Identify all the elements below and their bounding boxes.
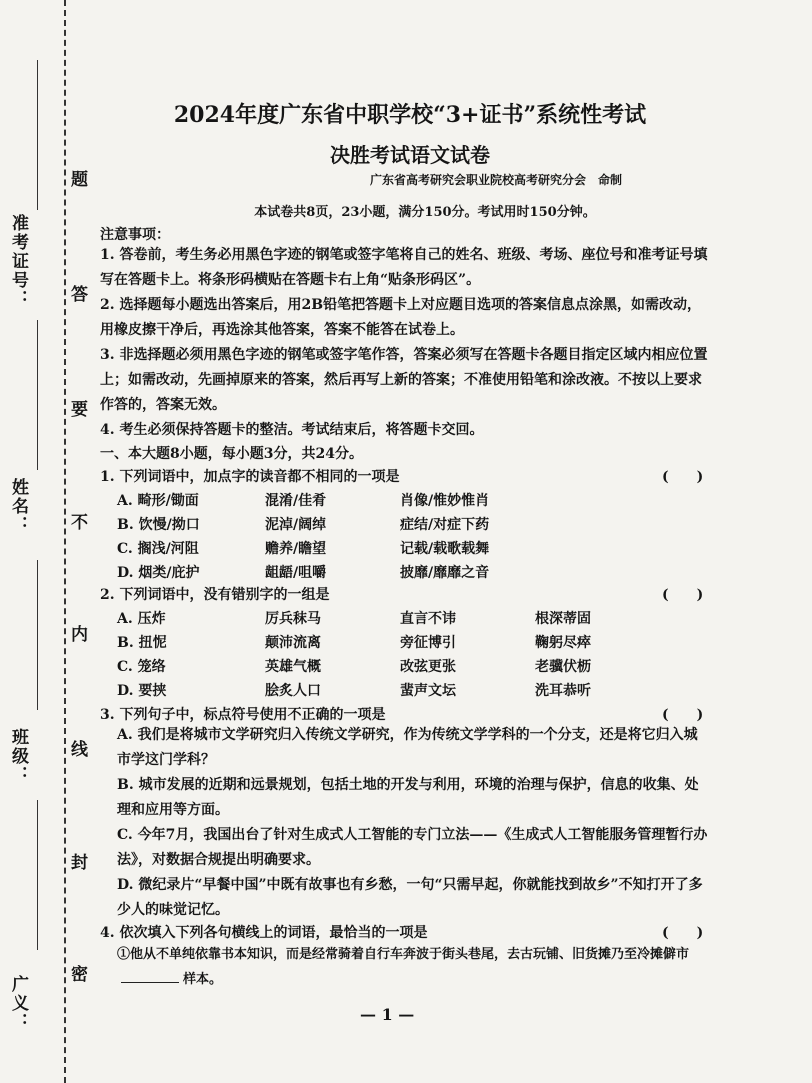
q1-option-a-3: 肖像/惟妙惟肖: [400, 493, 490, 509]
q1-option-b-1: B. 饮慢/拗口: [117, 517, 200, 533]
answer-paren: ( ): [662, 469, 704, 485]
q2-option-b-4: 鞠躬尽瘁: [535, 635, 591, 651]
q4-sentence-1-part1: ①他从不单纯依靠书本知识，而是经常骑着自行车奔波于街头巷尾，去古玩铺、旧货摊乃至冷摊僻市: [117, 947, 690, 962]
q2-option-d-1: D. 要挟: [117, 683, 167, 699]
exam-author: 广东省高考研究会职业院校高考研究分会 命制: [370, 173, 623, 187]
q2-option-c-3: 改弦更张: [400, 659, 456, 675]
q2-option-a-2: 厉兵秣马: [265, 611, 321, 627]
note-item-4: 4. 考生必须保持答题卡的整洁。考试结束后，将答题卡交回。: [100, 422, 484, 438]
q1-option-c-2: 赡养/瞻望: [265, 541, 327, 557]
q3-option-a: A. 我们是将城市文学研究归入传统文学研究，作为传统文学学科的一个分支，还是将它归入城市学这门学科？: [117, 727, 698, 768]
seal-char: 不: [71, 513, 88, 533]
note-item-3: 3. 非选择题必须用黑色字迹的钢笔或签字笔作答，答案必须写在答题卡各题目指定区域内相应位置上；如需改动，先画掉原来的答案，然后再写上新的答案；不准使用铅笔和涂改液。不按以上要求作答的，答案无效。: [100, 347, 708, 413]
q2-option-c-1: C. 笼络: [117, 659, 166, 675]
note-item-1: 1. 答卷前，考生务必用黑色字迹的钢笔或签字笔将自己的姓名、班级、考场、座位号和准考证号填写在答题卡上。将条形码横贴在答题卡右上角“贴条形码区”。: [100, 247, 708, 288]
q2-option-d-3: 蜚声文坛: [400, 683, 456, 699]
seal-char: 封: [71, 853, 88, 873]
q2-option-a-3: 直言不讳: [400, 611, 456, 627]
q2-option-b-3: 旁征博引: [400, 635, 456, 651]
q1-option-d-1: D. 烟类/庇护: [117, 565, 200, 581]
seal-char: 内: [71, 625, 88, 645]
q2-option-d-4: 洗耳恭听: [535, 683, 591, 699]
q3-option-b: B. 城市发展的近期和远景规划，包括土地的开发与利用，环境的治理与保护，信息的收集、处理和应用等方面。: [117, 777, 699, 818]
question-1-stem: 1. 下列词语中，加点字的读音都不相同的一项是: [100, 469, 400, 485]
answer-paren: ( ): [662, 587, 704, 603]
q1-option-a-2: 混淆/佳肴: [265, 493, 327, 509]
exam-title: 2024年度广东省中职学校“3+证书”系统性考试: [173, 102, 647, 128]
seal-char: 答: [71, 285, 88, 305]
exam-info: 本试卷共8页，23小题，满分150分。考试用时150分钟。: [254, 205, 596, 220]
q2-option-b-2: 颠沛流离: [265, 635, 321, 651]
section-heading: 一、本大题8小题，每小题3分，共24分。: [100, 446, 363, 462]
seal-char: 要: [71, 400, 88, 420]
bottom-label: 广义：: [8, 975, 28, 1032]
seal-char: 密: [71, 965, 88, 985]
answer-paren: ( ): [662, 925, 704, 941]
q1-option-c-1: C. 搁浅/河阻: [117, 541, 199, 557]
q4-sentence-1-part2: 样本。: [183, 972, 223, 987]
seal-char: 线: [71, 740, 88, 760]
question-3-stem: 3. 下列句子中，标点符号使用不正确的一项是: [100, 707, 386, 723]
q2-option-c-2: 英雄气概: [265, 659, 321, 675]
q3-option-c: C. 今年7月，我国出台了针对生成式人工智能的专门立法——《生成式人工智能服务管理暂行办法》，对数据合规提出明确要求。: [117, 827, 708, 868]
fill-blank: [121, 970, 179, 983]
name-label: 姓名：: [8, 478, 28, 535]
page-number: — 1 —: [360, 1005, 415, 1024]
q1-option-c-3: 记载/载歌载舞: [400, 541, 490, 557]
q1-option-d-2: 龃龉/咀嚼: [265, 565, 327, 581]
q1-option-b-3: 症结/对症下药: [400, 517, 490, 533]
name-field: [6, 478, 56, 539]
q1-option-a-1: A. 畸形/锄面: [117, 493, 199, 509]
q2-option-a-4: 根深蒂固: [535, 611, 591, 627]
name-write-line: [37, 320, 38, 470]
q3-option-d: D. 微纪录片“早餐中国”中既有故事也有乡愁，一句“只需早起，你就能找到故乡”不知打开了多少人的味觉记忆。: [117, 877, 703, 918]
question-4-stem: 4. 依次填入下列各句横线上的词语，最恰当的一项是: [100, 925, 428, 941]
note-item-2: 2. 选择题每小题选出答案后，用2B铅笔把答题卡上对应题目选项的答案信息点涂黑，如需改动，用橡皮擦干净后，再选涂其他答案，答案不能答在试卷上。: [100, 297, 702, 338]
class-field: [6, 728, 56, 789]
exam-id-write-line: [37, 60, 38, 210]
q2-option-a-1: A. 压炸: [117, 611, 166, 627]
exam-subtitle: 决胜考试语文试卷: [330, 143, 490, 167]
q2-option-b-1: B. 扭怩: [117, 635, 167, 651]
question-2-stem: 2. 下列词语中，没有错别字的一组是: [100, 587, 330, 603]
binding-dashed-line: [64, 0, 66, 1083]
exam-id-label: 准考证号：: [8, 214, 28, 309]
q2-option-d-2: 脍炙人口: [265, 683, 321, 699]
bottom-field: [6, 975, 56, 1036]
q4-sentence-1: [117, 942, 710, 992]
q1-option-d-3: 披靡/靡靡之音: [400, 565, 490, 581]
notes-heading: 注意事项：: [100, 227, 170, 243]
exam-id-field: [6, 214, 56, 313]
seal-char: 题: [71, 170, 88, 190]
class-label: 班级：: [8, 728, 28, 785]
q2-option-c-4: 老骥伏枥: [535, 659, 591, 675]
answer-paren: ( ): [662, 707, 704, 723]
class-write-line: [37, 560, 38, 710]
q1-option-b-2: 泥淖/阔绰: [265, 517, 327, 533]
bottom-write-line: [37, 800, 38, 950]
